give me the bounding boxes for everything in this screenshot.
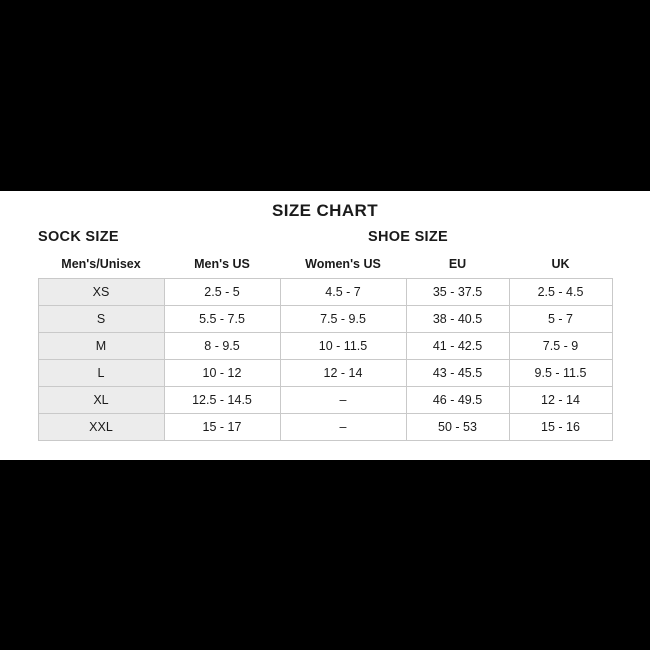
cell-uk: 7.5 - 9: [509, 333, 612, 360]
cell-sock-size: S: [38, 306, 164, 333]
cell-womens-us: 10 - 11.5: [280, 333, 406, 360]
cell-womens-us: –: [280, 387, 406, 414]
page-title: SIZE CHART: [272, 201, 378, 220]
table-row: [38, 333, 612, 360]
cell-sock-size: XL: [38, 387, 164, 414]
cell-mens-us: 15 - 17: [164, 414, 280, 441]
cell-womens-us: 7.5 - 9.5: [280, 306, 406, 333]
cell-sock-size: XS: [38, 279, 164, 306]
table-row: [38, 279, 612, 306]
cell-sock-size: L: [38, 360, 164, 387]
column-header-eu: EU: [406, 255, 509, 279]
cell-eu: 41 - 42.5: [406, 333, 509, 360]
cell-eu: 38 - 40.5: [406, 306, 509, 333]
cell-sock-size: M: [38, 333, 164, 360]
cell-eu: 50 - 53: [406, 414, 509, 441]
column-header-mens-unisex: Men's/Unisex: [38, 255, 164, 279]
cell-mens-us: 2.5 - 5: [164, 279, 280, 306]
size-chart-table: [38, 255, 613, 441]
cell-eu: 46 - 49.5: [406, 387, 509, 414]
group-header-sock-size: SOCK SIZE: [38, 229, 119, 245]
cell-uk: 2.5 - 4.5: [509, 279, 612, 306]
table-row: [38, 360, 612, 387]
cell-mens-us: 5.5 - 7.5: [164, 306, 280, 333]
table-row: [38, 414, 612, 441]
cell-mens-us: 10 - 12: [164, 360, 280, 387]
cell-eu: 43 - 45.5: [406, 360, 509, 387]
cell-uk: 15 - 16: [509, 414, 612, 441]
cell-uk: 9.5 - 11.5: [509, 360, 612, 387]
cell-eu: 35 - 37.5: [406, 279, 509, 306]
cell-womens-us: 12 - 14: [280, 360, 406, 387]
cell-sock-size: XXL: [38, 414, 164, 441]
cell-womens-us: 4.5 - 7: [280, 279, 406, 306]
cell-uk: 5 - 7: [509, 306, 612, 333]
group-header-row: [0, 229, 650, 255]
group-header-shoe-size: SHOE SIZE: [367, 229, 449, 245]
table-header-row: [38, 255, 612, 279]
cell-mens-us: 8 - 9.5: [164, 333, 280, 360]
cell-womens-us: –: [280, 414, 406, 441]
column-header-womens-us: Women's US: [280, 255, 406, 279]
cell-mens-us: 12.5 - 14.5: [164, 387, 280, 414]
table-row: [38, 306, 612, 333]
size-chart-panel: [0, 191, 650, 460]
cell-uk: 12 - 14: [509, 387, 612, 414]
column-header-mens-us: Men's US: [164, 255, 280, 279]
column-header-uk: UK: [509, 255, 612, 279]
table-row: [38, 387, 612, 414]
